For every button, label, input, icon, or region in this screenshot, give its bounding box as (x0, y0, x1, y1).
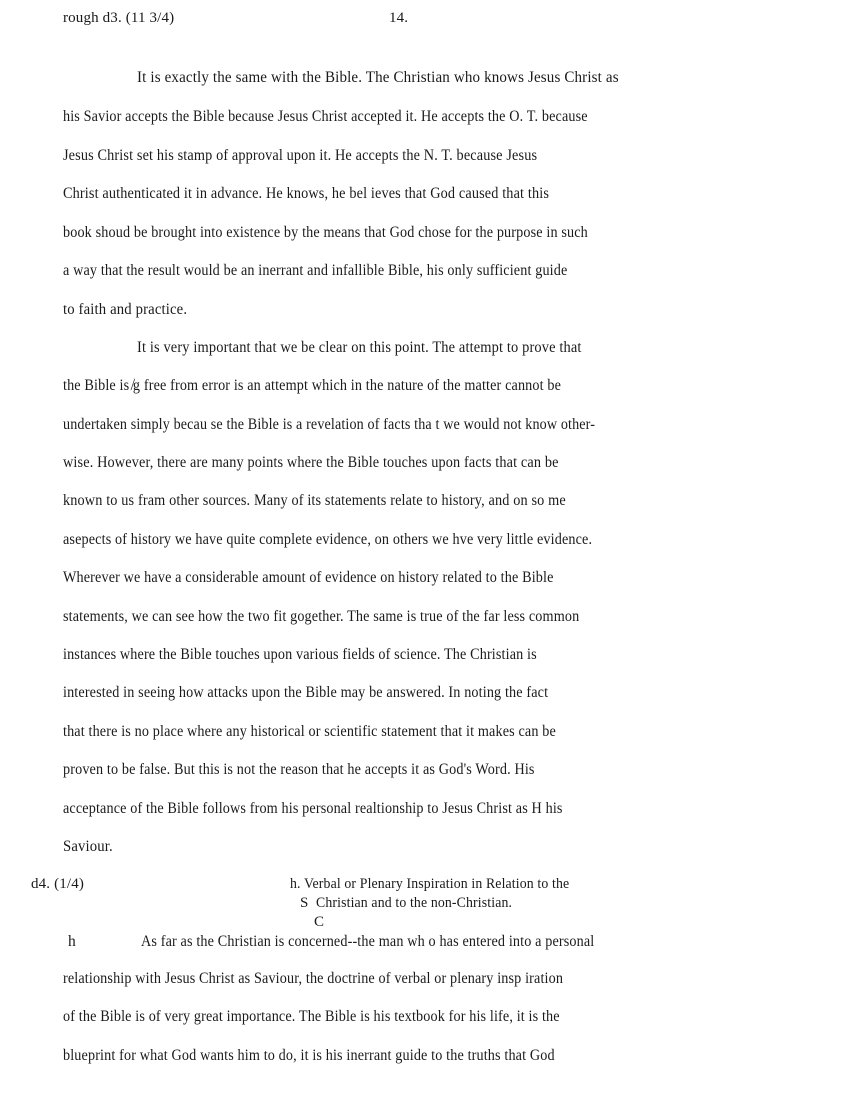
paragraph-line: blueprint for what God wants him to do, it is his inerrant guide to the truths that God (63, 1047, 555, 1064)
paragraph-line: undertaken simply becau se the Bible is a revelation of facts tha t we would not know other- (63, 416, 596, 433)
paragraph-line: his Savior accepts the Bible because Jesus Christ accepted it. He accepts the O. T. because (63, 108, 588, 125)
margin-mark: h (68, 933, 76, 950)
paragraph-line: that there is no place where any historical or scientific statement that it makes can be (63, 723, 556, 740)
paragraph-line: to faith and practice. (63, 301, 188, 318)
paragraph-line: It is very important that we be clear on this point. The attempt to prove that (137, 339, 582, 356)
correction-mark: C (314, 914, 325, 930)
section-heading-line-2: Christian and to the non-Christian. (316, 895, 513, 911)
paragraph-line: relationship with Jesus Christ as Saviour, the doctrine of verbal or plenary insp iration (63, 970, 564, 987)
paragraph-line: Christ authenticated it in advance. He knows, he bel ieves that God caused that this (63, 185, 550, 202)
paragraph-line: the Bible is ̸g free from error is an attempt which in the nature of the matter cannot be (63, 377, 562, 394)
page-number: 14. (389, 10, 409, 26)
overtype-mark: S (300, 895, 309, 911)
header-draft-label: rough d3. (11 3/4) (63, 10, 175, 26)
section-heading-line-1: h. Verbal or Plenary Inspiration in Relation to the (290, 876, 570, 892)
paragraph-line: a way that the result would be an inerrant and infallible Bible, his only sufficient guide (63, 262, 568, 279)
paragraph-line: of the Bible is of very great importance. The Bible is his textbook for his life, it is the (63, 1008, 560, 1025)
paragraph-line: instances where the Bible touches upon various fields of science. The Christian is (63, 646, 537, 663)
paragraph-line: known to us fram other sources. Many of its statements relate to history, and on so me (63, 492, 566, 509)
paragraph-line: proven to be false. But this is not the reason that he accepts it as God's Word. His (63, 761, 535, 778)
paragraph-line: asepects of history we have quite complete evidence, on others we hve very little evidence. (63, 531, 593, 548)
paragraph-line: It is exactly the same with the Bible. The Christian who knows Jesus Christ as (137, 69, 619, 86)
paragraph-line: wise. However, there are many points where the Bible touches upon facts that can be (63, 454, 559, 471)
paragraph-line: interested in seeing how attacks upon the Bible may be answered. In noting the fact (63, 684, 549, 701)
paragraph-line: statements, we can see how the two fit gogether. The same is true of the far less common (63, 608, 580, 625)
paragraph-line: book shoud be brought into existence by the means that God chose for the purpose in such (63, 224, 588, 241)
section-marker: d4. (1/4) (31, 876, 85, 892)
paragraph-line: Jesus Christ set his stamp of approval upon it. He accepts the N. T. because Jesus (63, 147, 538, 164)
paragraph-line: Saviour. (63, 838, 113, 855)
paragraph-line: acceptance of the Bible follows from his personal realtionship to Jesus Christ as H his (63, 800, 563, 817)
paragraph-line: As far as the Christian is concerned--the man wh o has entered into a personal (141, 933, 595, 950)
paragraph-line: Wherever we have a considerable amount of evidence on history related to the Bible (63, 569, 554, 586)
